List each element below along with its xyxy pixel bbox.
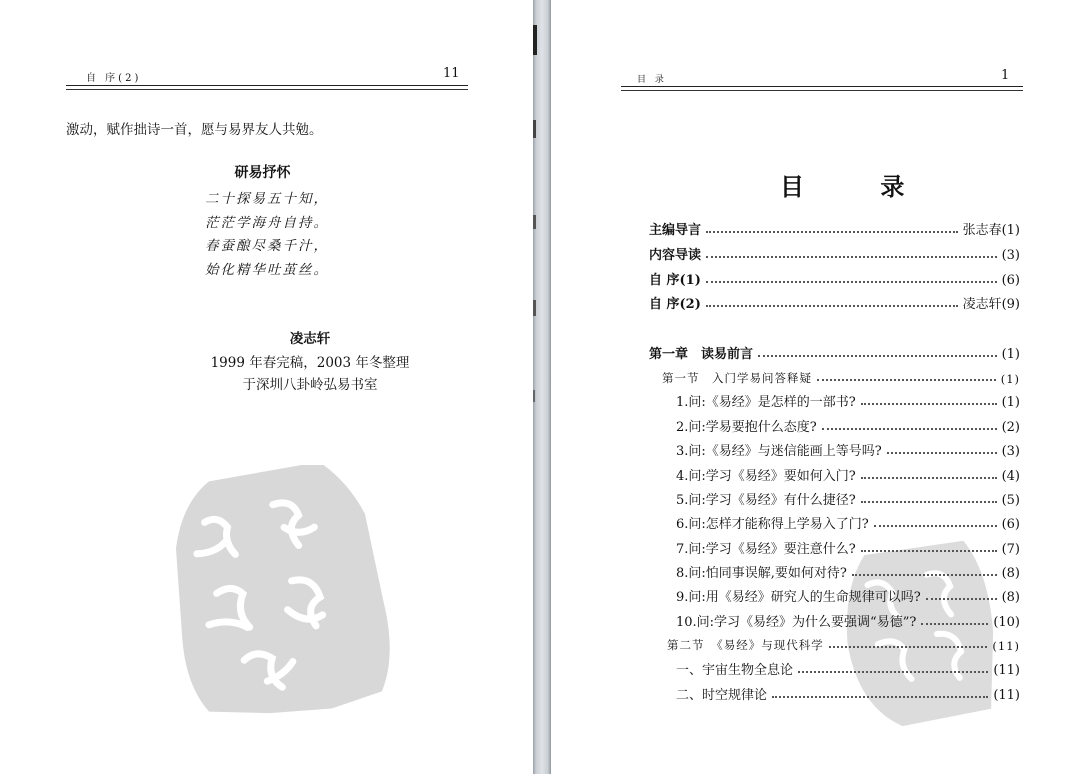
running-header-left: 自 序(2) [86, 73, 142, 84]
toc-entry-page: (8) [1001, 566, 1020, 581]
leader-dots [926, 598, 997, 600]
toc-subentry[interactable] [676, 537, 1020, 557]
toc-entry-title: 第二节 《易经》与现代科学 [667, 638, 824, 652]
toc-entry-title: 4.问:学习《易经》要如何入门? [676, 469, 856, 484]
leader-dots [861, 477, 997, 479]
leader-dots [706, 305, 958, 307]
leader-dots [852, 574, 997, 576]
header-rule-right-thin [621, 90, 1023, 91]
toc-entry-title: 自 序(1) [649, 273, 701, 288]
toc-entry-page: (6) [1001, 517, 1020, 532]
toc-entry-page: 张志春(1) [962, 223, 1020, 238]
toc-entry-title: 9.问:用《易经》研究人的生命规律可以吗? [676, 590, 921, 605]
toc-chapter[interactable] [649, 342, 1020, 362]
poem-line: 二十探易五十知， [205, 191, 329, 207]
toc-entry-page: (1) [1000, 372, 1020, 386]
toc-entry-page: (1) [1001, 347, 1020, 362]
book-gutter [533, 0, 551, 774]
running-header-right: 目 录 [637, 75, 667, 85]
toc-entry-page: (8) [1001, 590, 1020, 605]
poem [205, 187, 345, 281]
toc-subentry[interactable] [676, 464, 1020, 484]
page-number-right: 1 [1001, 68, 1010, 83]
toc-entry-page: (11) [992, 639, 1020, 653]
poem-line: 始化精华吐茧丝。 [205, 261, 329, 278]
page-number-left: 11 [443, 66, 460, 81]
date-line: 1999 年春完稿，2003 年冬整理 [210, 355, 410, 371]
toc-entry-page: (10) [993, 615, 1020, 630]
leader-dots [772, 696, 988, 698]
left-page [0, 0, 533, 774]
toc-entry-page: (6) [1001, 273, 1020, 288]
toc-entry[interactable] [649, 268, 1020, 288]
toc-entry[interactable] [649, 292, 1020, 312]
toc-entry-page: (11) [993, 688, 1020, 703]
toc-entry-title: 5.问:学习《易经》有什么捷径? [676, 493, 856, 508]
toc-entry-title: 7.问:学习《易经》要注意什么? [676, 542, 856, 557]
toc-entry-title: 3.问:《易经》与迷信能画上等号吗? [676, 444, 882, 459]
toc-entry-title: 一、宇宙生物全息论 [676, 663, 794, 678]
toc-entry-page: (7) [1001, 542, 1020, 557]
toc-section[interactable] [662, 366, 1020, 386]
toc-entry-title: 主编导言 [649, 223, 702, 238]
leader-dots [706, 281, 997, 283]
leader-dots [817, 379, 996, 381]
toc-entry[interactable] [649, 243, 1020, 263]
toc-section[interactable] [667, 633, 1020, 653]
leader-dots [706, 256, 997, 258]
toc-subentry[interactable] [676, 610, 1020, 630]
toc-subentry[interactable] [676, 658, 1020, 678]
place-line: 于深圳八卦岭弘易书室 [242, 377, 378, 393]
toc-subentry[interactable] [676, 488, 1020, 508]
toc-title: 目 录 [780, 172, 939, 201]
leader-dots [758, 355, 997, 357]
toc-entry-title: 二、时空规律论 [676, 688, 768, 703]
toc-subentry[interactable] [676, 585, 1020, 605]
toc-entry-title: 内容导读 [649, 248, 702, 263]
leader-dots [861, 501, 997, 503]
gutter-binding-marks [533, 0, 551, 774]
toc-subentry[interactable] [676, 415, 1020, 435]
toc-entry-title: 6.问:怎样才能称得上学易入了门? [676, 517, 869, 532]
leader-dots [706, 231, 958, 233]
toc-subentry[interactable] [676, 390, 1020, 410]
toc-entry-page: (5) [1001, 493, 1020, 508]
toc-entry-title: 2.问:学易要抱什么态度? [676, 420, 817, 435]
toc-subentry[interactable] [676, 561, 1020, 581]
leader-dots [874, 525, 997, 527]
toc-entry-page: (4) [1001, 469, 1020, 484]
leader-dots [887, 452, 997, 454]
toc-entry-page: (3) [1001, 248, 1020, 263]
toc-subentry[interactable] [676, 512, 1020, 532]
leader-dots [822, 428, 997, 430]
toc-entry-page: (11) [993, 663, 1020, 678]
author-name: 凌志轩 [289, 331, 331, 347]
leader-dots [798, 671, 988, 673]
toc-entry-title: 10.问:学习《易经》为什么要强调“易德”? [676, 615, 917, 630]
leader-dots [861, 403, 997, 405]
toc-entry-title: 8.问:怕同事误解,要如何对待? [676, 566, 847, 581]
toc-entry-title: 第一节 入门学易问答释疑 [662, 371, 812, 385]
header-rule-left-thin [66, 89, 468, 90]
poem-line: 茫茫学海舟自持。 [205, 214, 329, 231]
poem-title: 研易抒怀 [234, 165, 291, 181]
intro-line: 激动，赋作拙诗一首，愿与易界友人共勉。 [66, 122, 323, 138]
header-rule-left [66, 85, 468, 86]
toc-entry-title: 自 序(2) [649, 297, 701, 312]
toc-entry-page: (3) [1001, 444, 1020, 459]
toc-entry[interactable] [649, 218, 1020, 238]
toc-subentry[interactable] [676, 683, 1020, 703]
toc-subentry[interactable] [676, 439, 1020, 459]
toc-entry-title: 1.问:《易经》是怎样的一部书? [676, 395, 856, 410]
toc-entry-page: (2) [1001, 420, 1020, 435]
toc-entry-title: 第一章 读易前言 [649, 347, 754, 362]
header-rule-right [621, 86, 1023, 87]
leader-dots [861, 550, 997, 552]
seal-watermark-left [165, 465, 390, 720]
poem-line: 春蚕酿尽桑千汁， [205, 238, 329, 254]
leader-dots [829, 646, 988, 648]
toc-entry-page: 凌志轩(9) [962, 297, 1020, 312]
toc-entry-page: (1) [1001, 395, 1020, 410]
leader-dots [921, 623, 988, 625]
